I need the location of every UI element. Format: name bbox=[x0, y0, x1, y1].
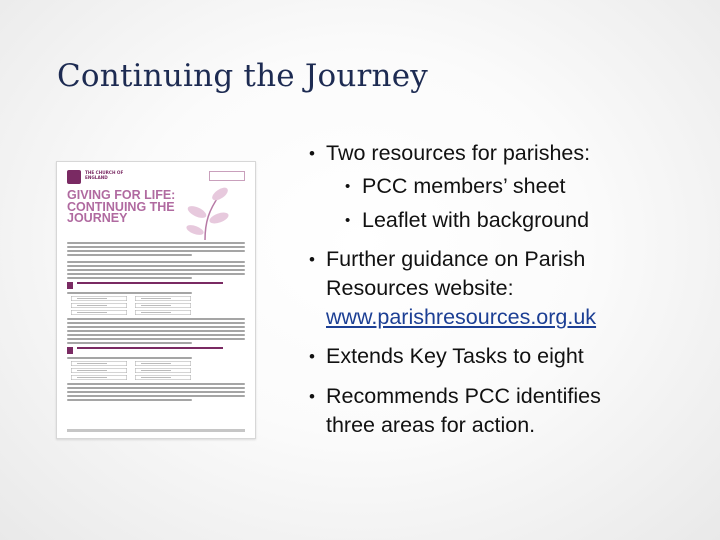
sub-bullet-item: • Leaflet with background bbox=[362, 206, 589, 235]
bullet-icon: • bbox=[309, 144, 315, 163]
church-logo-icon bbox=[67, 170, 81, 184]
bullet-continuation: three areas for action. bbox=[326, 413, 536, 437]
bullet-continuation: Resources website: bbox=[326, 276, 514, 300]
bullet-item: • Two resources for parishes: bbox=[326, 139, 590, 168]
document-footer bbox=[67, 429, 245, 432]
question-bar bbox=[67, 347, 245, 354]
bullet-item: • Recommends PCC identifies bbox=[326, 382, 601, 411]
checkbox-row bbox=[67, 296, 245, 315]
question-bar bbox=[67, 282, 245, 289]
bullet-icon: • bbox=[345, 212, 351, 229]
checkbox-row bbox=[67, 361, 245, 380]
org-name: THE CHURCH OF ENGLAND bbox=[85, 170, 124, 180]
slide-title: Continuing the Journey bbox=[57, 58, 428, 94]
bullet-item: • Further guidance on Parish bbox=[326, 245, 585, 274]
bullet-item: • Extends Key Tasks to eight bbox=[326, 342, 584, 371]
document-body bbox=[67, 242, 245, 403]
bullet-icon: • bbox=[309, 387, 315, 406]
bullet-icon: • bbox=[309, 347, 315, 366]
bullet-icon: • bbox=[345, 178, 351, 195]
plant-illustration-icon bbox=[175, 182, 243, 242]
bullet-icon: • bbox=[309, 250, 315, 269]
document-tag bbox=[209, 171, 245, 181]
document-heading: GIVING FOR LIFE: CONTINUING THE JOURNEY bbox=[67, 188, 176, 225]
document-thumbnail bbox=[56, 161, 256, 439]
parish-resources-link[interactable]: www.parishresources.org.uk bbox=[326, 305, 597, 329]
sub-bullet-item: • PCC members’ sheet bbox=[362, 172, 566, 201]
